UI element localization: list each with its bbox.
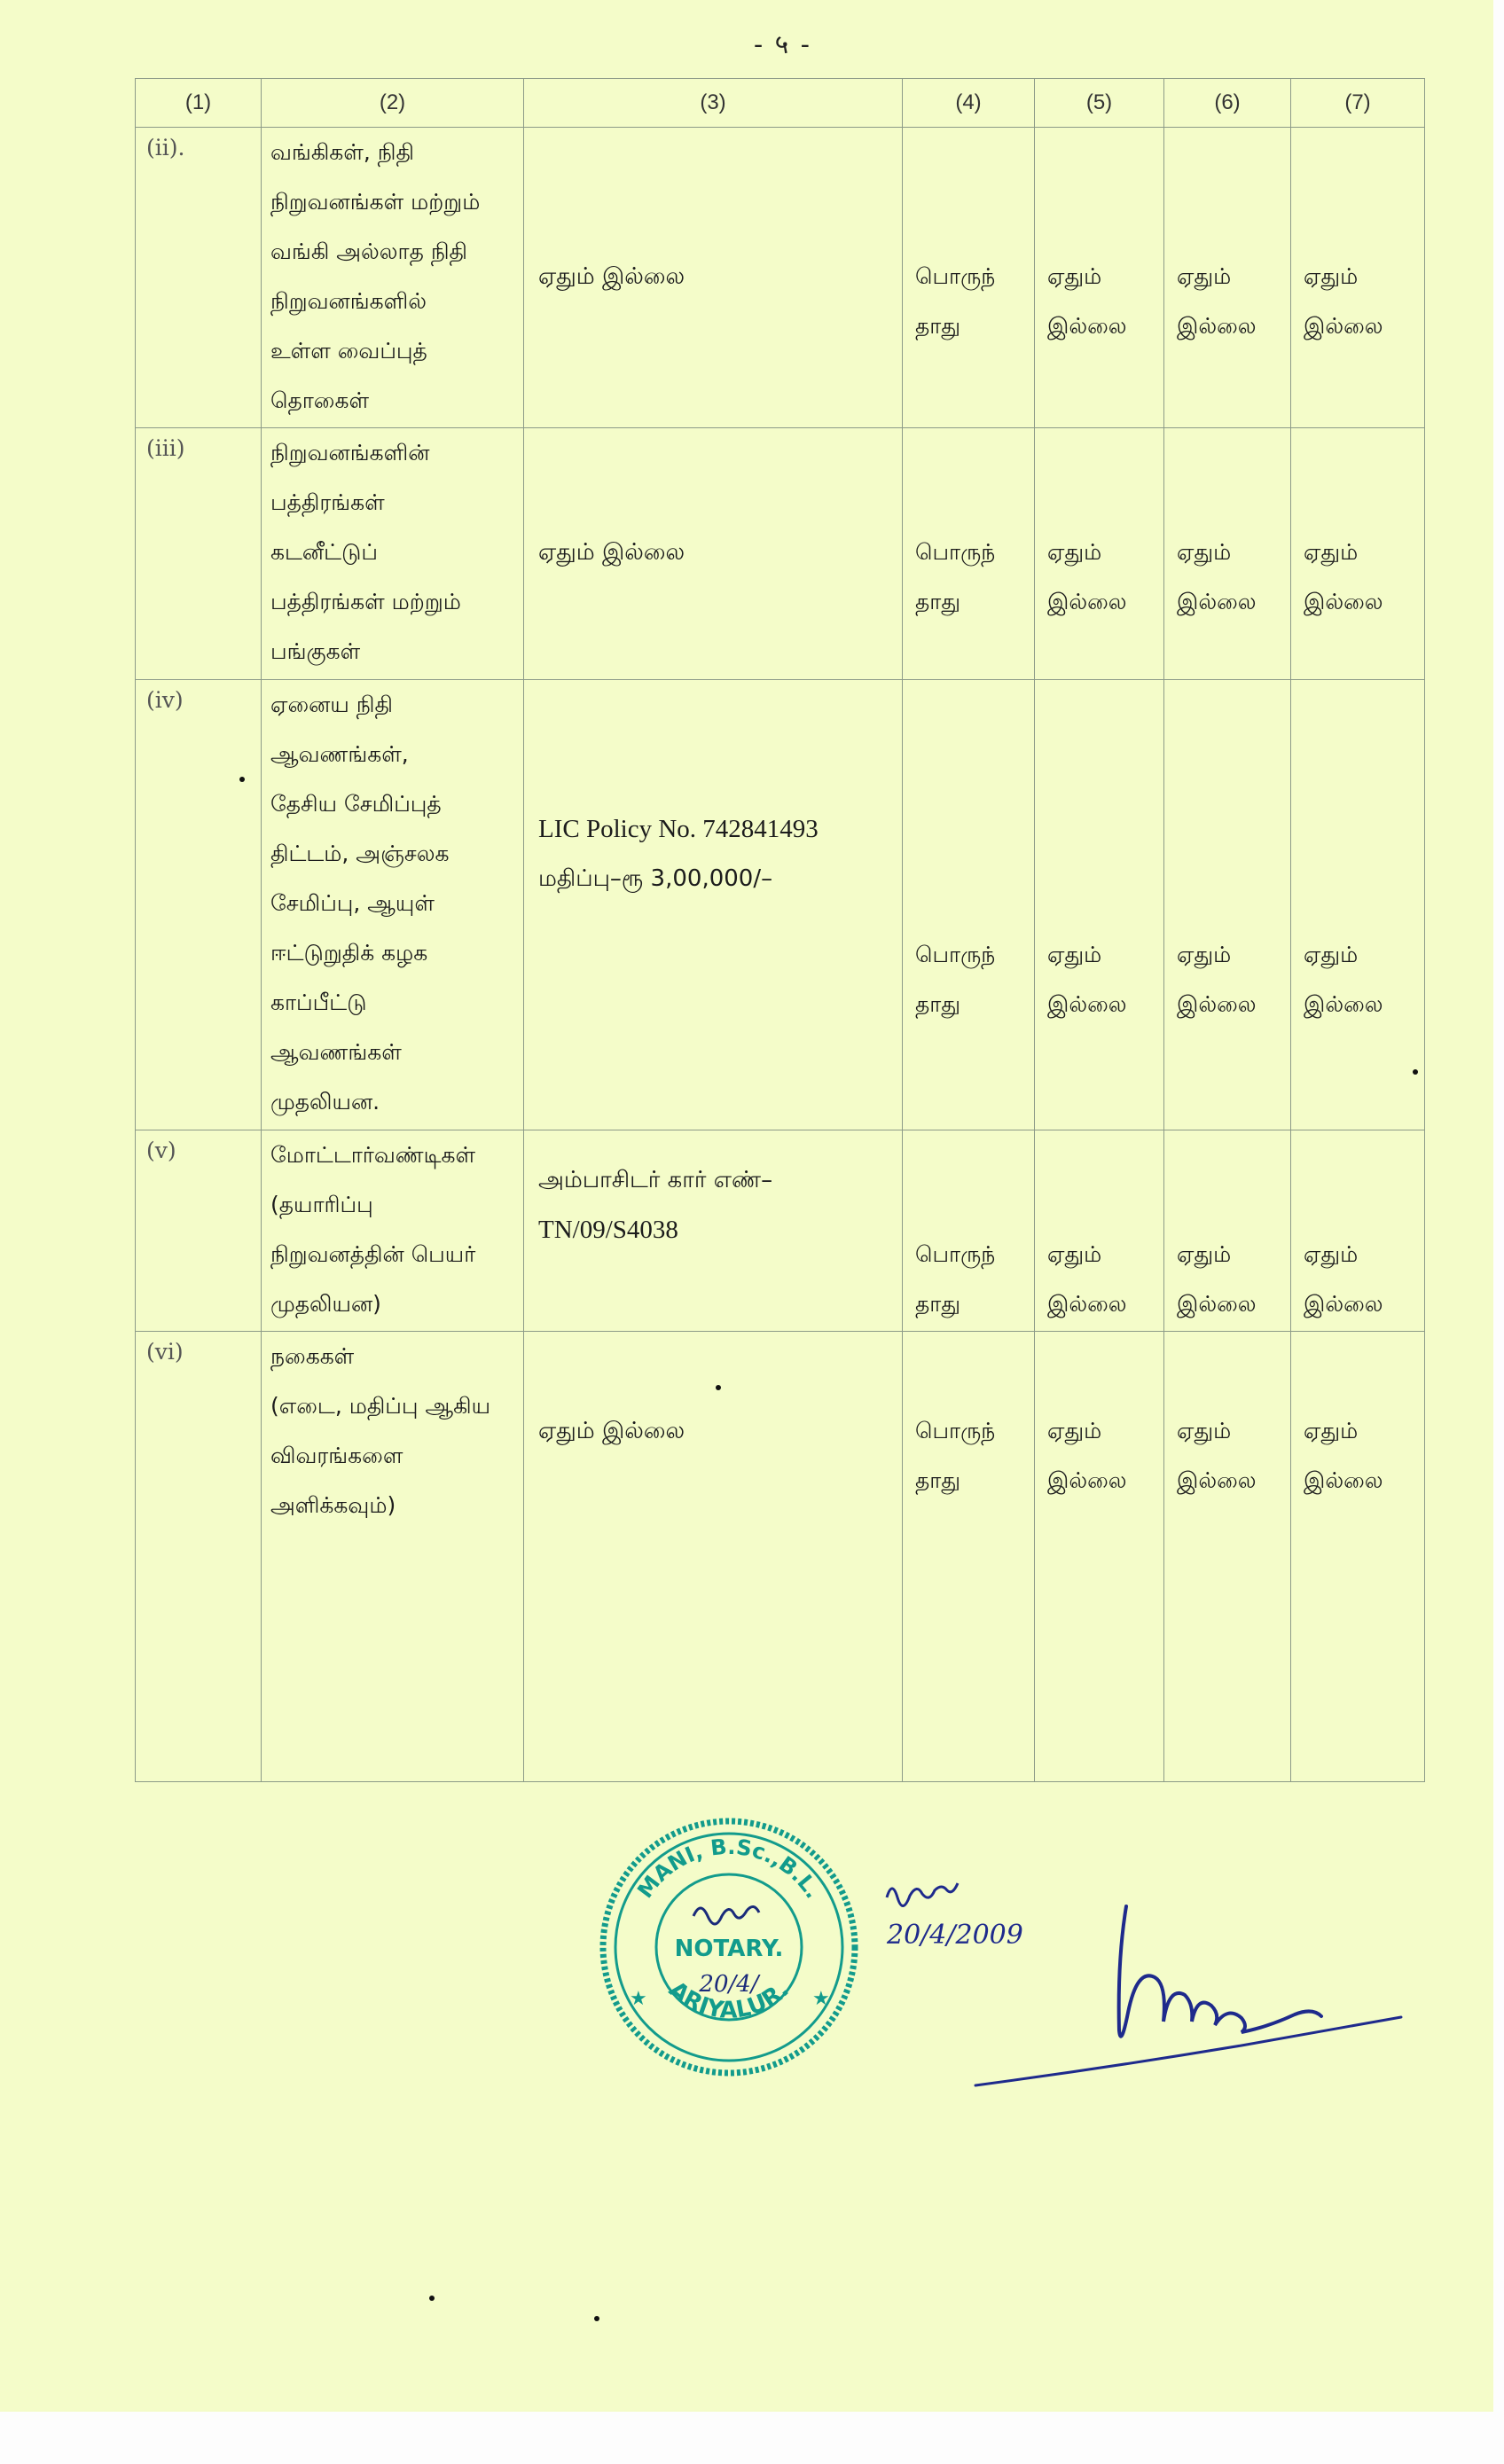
category-line: ஏனைய நிதி: [270, 692, 393, 717]
status-line: பொருந்: [915, 1418, 996, 1443]
details-text: [524, 1332, 902, 1456]
category-line: ஈட்டுறுதிக் கழக: [270, 940, 428, 966]
status-line: இல்லை: [1304, 589, 1383, 614]
row-number-cell: [136, 1332, 262, 1782]
category-line: ஆவணங்கள்: [270, 1039, 402, 1065]
status-text: [1291, 428, 1424, 627]
status-line: இல்லை: [1047, 991, 1127, 1017]
category-line: முதலியன.: [270, 1089, 380, 1115]
row-number-cell: [136, 428, 262, 680]
category-line: தேசிய சேமிப்புத்: [270, 791, 442, 817]
column-header: (3): [524, 79, 903, 128]
status-cell: [1291, 680, 1425, 1130]
row-number: (iv): [146, 687, 184, 713]
status-line: பொருந்: [915, 1241, 996, 1267]
status-text: [1035, 1332, 1163, 1506]
scan-speck: [239, 777, 245, 782]
details-line: அம்பாசிடர் கார் எண்–: [538, 1167, 773, 1193]
stamp-top-text: MANI, B.Sc.,B.L.: [632, 1834, 826, 1904]
status-cell: [1291, 428, 1425, 680]
status-line: ஏதும்: [1177, 1241, 1232, 1267]
details-text: [524, 1130, 902, 1255]
status-line: இல்லை: [1047, 589, 1127, 614]
category-line: நகைகள்: [270, 1343, 355, 1369]
status-line: ஏதும்: [1177, 1418, 1232, 1443]
status-line: ஏதும்: [1304, 1241, 1359, 1267]
table-row: [136, 1332, 1425, 1782]
status-line: ஏதும்: [1304, 942, 1359, 967]
details-cell: [524, 128, 903, 428]
column-header: (5): [1035, 79, 1164, 128]
category-cell: [262, 1130, 524, 1332]
status-line: இல்லை: [1047, 1467, 1127, 1493]
status-line: பொருந்: [915, 942, 996, 967]
status-cell: [1164, 128, 1291, 428]
status-text: [903, 428, 1034, 627]
details-line: LIC Policy No. 742841493: [538, 815, 819, 843]
status-line: ஏதும்: [1304, 1418, 1359, 1443]
category-text: [262, 1130, 523, 1329]
column-header: (4): [903, 79, 1035, 128]
stamp-star-right: ★: [812, 1988, 830, 2010]
status-cell: [903, 680, 1035, 1130]
status-cell: [1291, 128, 1425, 428]
status-line: இல்லை: [1304, 991, 1383, 1017]
scan-speck: [594, 2316, 599, 2321]
notary-stamp: [596, 1814, 862, 2080]
initials-scrawl: [887, 1883, 958, 1906]
status-text: [1164, 1130, 1290, 1329]
details-cell: [524, 1332, 903, 1782]
category-line: நிறுவனங்கள் மற்றும்: [270, 189, 481, 215]
status-text: [1035, 428, 1163, 627]
status-text: [1164, 680, 1290, 1029]
details-line: TN/09/S4038: [538, 1216, 678, 1244]
status-cell: [1164, 680, 1291, 1130]
status-text: [1291, 680, 1424, 1029]
status-line: ஏதும்: [1047, 539, 1102, 565]
signature-stroke: [1119, 1906, 1321, 2037]
row-number-cell: [136, 1130, 262, 1332]
category-line: பத்திரங்கள்: [270, 489, 385, 515]
status-line: இல்லை: [1304, 1291, 1383, 1317]
details-line: ஏதும் இல்லை: [538, 263, 685, 290]
status-line: தாது: [915, 991, 961, 1017]
category-line: சேமிப்பு, ஆயுள்: [270, 890, 435, 916]
stamp-center-text: NOTARY.: [674, 1936, 784, 1962]
stamp-date-scrawl: 20/4/: [699, 1971, 759, 1998]
details-text: [524, 128, 902, 301]
details-cell: [524, 680, 903, 1130]
status-text: [1291, 1130, 1424, 1329]
status-cell: [1035, 680, 1164, 1130]
status-cell: [1035, 1332, 1164, 1782]
category-line: ஆவணங்கள்,: [270, 741, 409, 767]
category-line: நிறுவனங்களில்: [270, 288, 427, 314]
status-line: தாது: [915, 589, 961, 614]
category-cell: [262, 680, 524, 1130]
status-text: [1164, 128, 1290, 351]
category-cell: [262, 428, 524, 680]
category-line: பங்குகள்: [270, 638, 361, 664]
status-cell: [1035, 1130, 1164, 1332]
status-line: ஏதும்: [1047, 1418, 1102, 1443]
row-number-cell: [136, 680, 262, 1130]
category-line: உள்ள வைப்புத்: [270, 338, 427, 364]
row-number: (vi): [146, 1339, 184, 1365]
status-text: [1164, 428, 1290, 627]
stamp-star-left: ★: [630, 1988, 647, 2010]
status-line: ஏதும்: [1047, 263, 1102, 289]
table-row: [136, 680, 1425, 1130]
status-line: இல்லை: [1304, 1467, 1383, 1493]
category-line: காப்பீட்டு: [270, 990, 367, 1015]
page-number-mark: - ५ -: [754, 29, 811, 60]
category-line: வங்கிகள், நிதி: [270, 139, 414, 165]
row-number: (ii).: [146, 135, 185, 160]
category-line: கடனீட்டுப்: [270, 539, 378, 565]
status-line: இல்லை: [1177, 1467, 1257, 1493]
scan-speck: [716, 1385, 721, 1390]
status-line: இல்லை: [1047, 1291, 1127, 1317]
status-cell: [1035, 128, 1164, 428]
status-cell: [903, 428, 1035, 680]
status-text: [1035, 128, 1163, 351]
status-line: இல்லை: [1177, 313, 1257, 339]
table-row: [136, 1130, 1425, 1332]
assets-table: [135, 78, 1425, 1782]
signature-underline: [975, 2017, 1401, 2085]
category-cell: [262, 128, 524, 428]
column-header: (6): [1164, 79, 1291, 128]
table-row: [136, 428, 1425, 680]
column-header-row: [136, 79, 1425, 128]
status-line: இல்லை: [1177, 991, 1257, 1017]
status-line: தாது: [915, 313, 961, 339]
category-line: நிறுவனத்தின் பெயர்: [270, 1241, 476, 1267]
status-text: [903, 680, 1034, 1029]
status-cell: [1035, 428, 1164, 680]
table-row: [136, 128, 1425, 428]
category-line: வங்கி அல்லாத நிதி: [270, 239, 468, 264]
status-line: ஏதும்: [1177, 539, 1232, 565]
status-line: தாது: [915, 1291, 961, 1317]
status-cell: [903, 1130, 1035, 1332]
status-line: ஏதும்: [1177, 263, 1232, 289]
column-header: (7): [1291, 79, 1425, 128]
stamp-initials: [693, 1906, 759, 1924]
status-cell: [1164, 1332, 1291, 1782]
details-line: ஏதும் இல்லை: [538, 539, 685, 566]
initials-date-text: 20/4/2009: [887, 1920, 1023, 1951]
status-line: இல்லை: [1177, 1291, 1257, 1317]
category-line: அளிக்கவும்): [270, 1492, 396, 1518]
category-line: விவரங்களை: [270, 1443, 403, 1468]
status-line: பொருந்: [915, 539, 996, 565]
status-line: இல்லை: [1177, 589, 1257, 614]
status-line: ஏதும்: [1304, 263, 1359, 289]
details-text: [524, 680, 902, 903]
status-text: [903, 128, 1034, 351]
row-number-cell: [136, 128, 262, 428]
status-line: ஏதும்: [1177, 942, 1232, 967]
details-text: [524, 428, 902, 577]
category-text: [262, 428, 523, 677]
scan-speck: [429, 2296, 435, 2301]
details-line: ஏதும் இல்லை: [538, 1418, 685, 1444]
status-line: இல்லை: [1304, 313, 1383, 339]
details-line: மதிப்பு–ரூ 3,00,000/–: [538, 865, 773, 892]
details-cell: [524, 1130, 903, 1332]
category-text: [262, 1332, 523, 1530]
category-line: மோட்டார்வண்டிகள்: [270, 1142, 476, 1168]
status-text: [1291, 1332, 1424, 1506]
status-cell: [1164, 1130, 1291, 1332]
details-cell: [524, 428, 903, 680]
status-text: [1035, 1130, 1163, 1329]
stamp-bottom-text: ARIYALUR.: [663, 1976, 795, 2024]
category-text: [262, 680, 523, 1127]
category-text: [262, 128, 523, 426]
status-cell: [903, 1332, 1035, 1782]
category-cell: [262, 1332, 524, 1782]
status-text: [903, 1130, 1034, 1329]
status-cell: [1164, 428, 1291, 680]
status-text: [1291, 128, 1424, 351]
status-line: இல்லை: [1047, 313, 1127, 339]
status-cell: [903, 128, 1035, 428]
column-header: (1): [136, 79, 262, 128]
status-line: தாது: [915, 1467, 961, 1493]
category-line: (தயாரிப்பு: [270, 1192, 373, 1217]
column-header: (2): [262, 79, 524, 128]
signature: [967, 1889, 1410, 2092]
category-line: முதலியன): [270, 1291, 381, 1317]
status-cell: [1291, 1332, 1425, 1782]
status-text: [1164, 1332, 1290, 1506]
category-line: பத்திரங்கள் மற்றும்: [270, 589, 461, 614]
category-line: நிறுவனங்களின்: [270, 440, 430, 465]
row-number: (v): [146, 1138, 176, 1163]
status-line: ஏதும்: [1047, 942, 1102, 967]
scan-speck: [1413, 1069, 1418, 1075]
category-line: தொகைள்: [270, 387, 370, 413]
status-text: [1035, 680, 1163, 1029]
status-line: பொருந்: [915, 263, 996, 289]
status-line: ஏதும்: [1047, 1241, 1102, 1267]
category-line: திட்டம், அஞ்சலக: [270, 841, 450, 866]
status-cell: [1291, 1130, 1425, 1332]
row-number: (iii): [146, 435, 185, 461]
category-line: (எடை, மதிப்பு ஆகிய: [270, 1393, 490, 1419]
status-text: [903, 1332, 1034, 1506]
status-line: ஏதும்: [1304, 539, 1359, 565]
